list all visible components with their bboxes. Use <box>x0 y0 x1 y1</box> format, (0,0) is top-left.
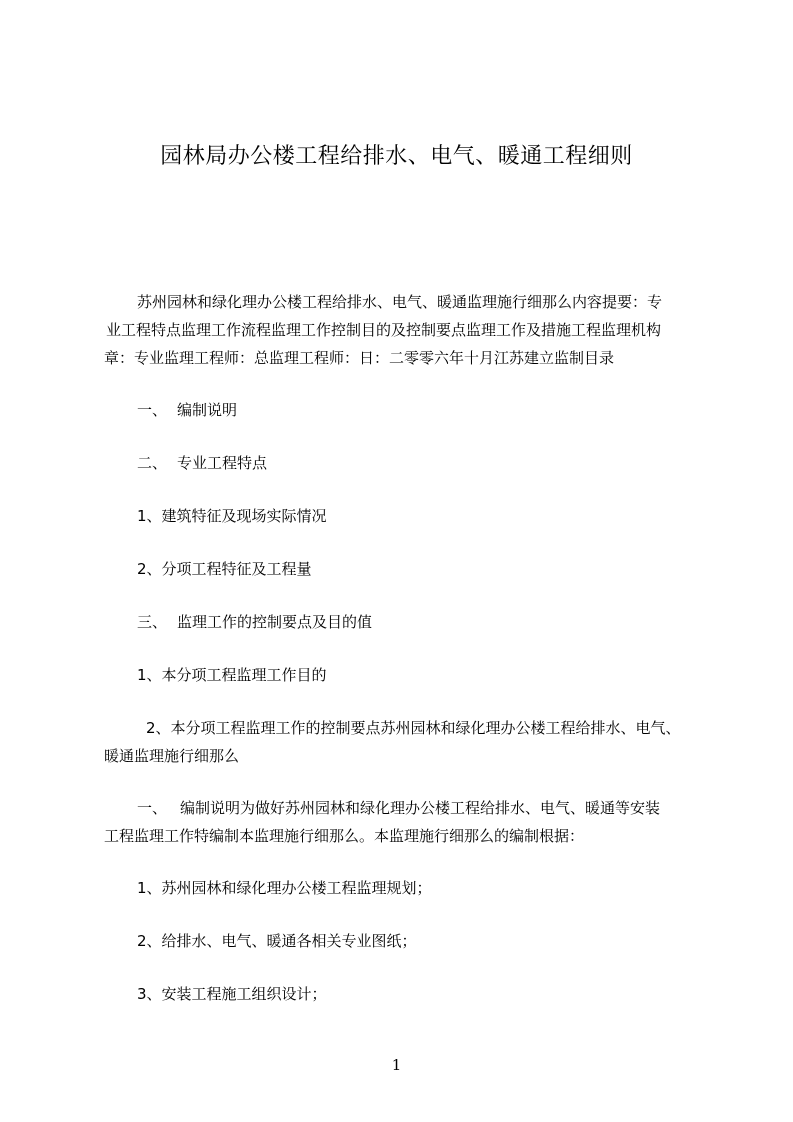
toc-item-3: 1、建筑特征及现场实际情况 <box>137 507 327 525</box>
toc-number-5: 三、 <box>137 613 168 631</box>
toc-number-1: 一、 <box>137 401 168 419</box>
toc-item-2: 专业工程特点 <box>177 454 268 472</box>
basis-item-2: 2、给排水、电气、暖通各相关专业图纸； <box>137 932 417 950</box>
section1-number: 一、 <box>137 799 168 817</box>
intro-line-2: 业工程特点监理工作流程监理工作控制目的及控制要点监理工作及措施工程监理机构 <box>106 321 662 339</box>
toc-number-2: 二、 <box>137 454 168 472</box>
item2-line-1: 2、本分项工程监理工作的控制要点苏州园林和绿化理办公楼工程给排水、电气、 <box>146 719 681 737</box>
intro-line-3: 章：专业监理工程师：总监理工程师：日：二零零六年十月江苏建立监制目录 <box>104 349 615 367</box>
item2-line-2: 暖通监理施行细那么 <box>104 747 240 765</box>
section1-line-2: 工程监理工作特编制本监理施行细那么。本监理施行细那么的编制根据： <box>104 827 585 845</box>
section1-line-1: 编制说明为做好苏州园林和绿化理办公楼工程给排水、电气、暖通等安装 <box>180 799 661 817</box>
toc-item-1: 编制说明 <box>177 401 238 419</box>
toc-item-6: 1、本分项工程监理工作目的 <box>137 666 327 684</box>
toc-item-5: 监理工作的控制要点及目的值 <box>177 613 373 631</box>
intro-line-1: 苏州园林和绿化理办公楼工程给排水、电气、暖通监理施行细那么内容提要：专 <box>137 293 663 311</box>
page-number: 1 <box>391 1056 402 1074</box>
document-title: 园林局办公楼工程给排水、电气、暖通工程细则 <box>160 144 633 169</box>
basis-item-1: 1、苏州园林和绿化理办公楼工程监理规划； <box>137 879 432 897</box>
basis-item-3: 3、安装工程施工组织设计； <box>137 985 327 1003</box>
toc-item-4: 2、分项工程特征及工程量 <box>137 560 312 578</box>
